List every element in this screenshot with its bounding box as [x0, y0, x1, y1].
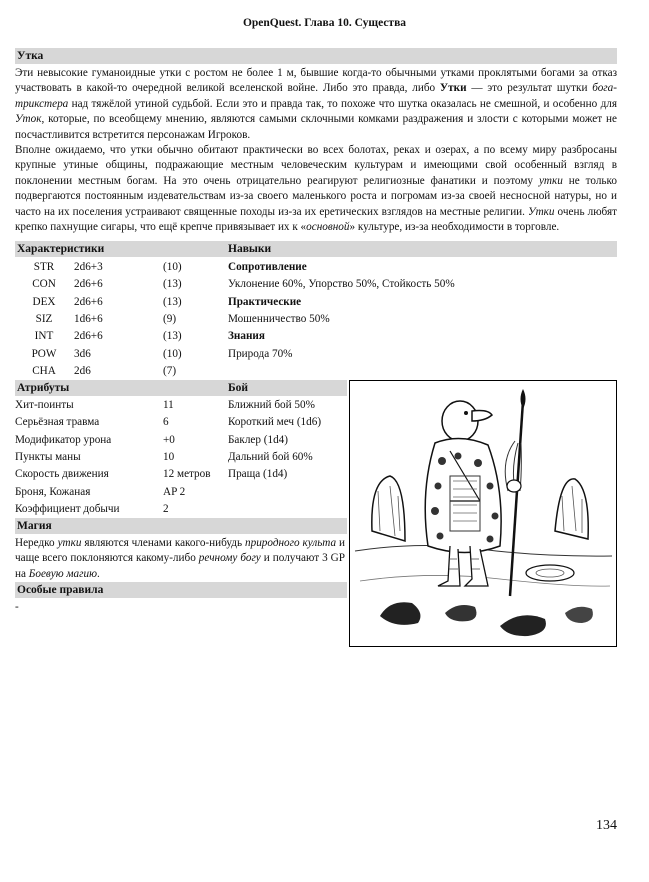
text-run: Утки — [439, 82, 467, 95]
attribute-name: Пункты маны — [15, 450, 81, 463]
text-run: утки — [57, 537, 82, 549]
characteristic-abbr: SIZ — [35, 312, 53, 325]
magic-header-bar — [15, 518, 347, 534]
text-run: , которые, по всеобщему мнению, являются самыми склочными комками раздражения и злости с которыми может не посчастливится встретится персонажам Игроков. — [15, 113, 617, 141]
creature-title-bar — [15, 48, 617, 64]
combat-entry: Баклер (1d4) — [228, 433, 288, 446]
text-run: . — [97, 567, 100, 580]
magic-heading: Магия — [17, 520, 52, 532]
text-run: основной — [306, 221, 350, 234]
skills-heading: Навыки — [228, 243, 272, 255]
text-run: утки — [538, 174, 563, 187]
characteristic-value: (13) — [163, 330, 182, 343]
combat-entry: Короткий меч (1d6) — [228, 416, 322, 429]
text-run: Вполне ожидаемо, что утки обычно обитают практически во всех болотах, реках и озерах, а по всему миру разбросаны крупные утиные общины, подражающие местным человеческим культурам и имеющими свой особенный взгляд в поклонении местным богам. На это очень отрицательно реагируют религиозные фанатики и поэтому — [15, 144, 617, 187]
characteristic-dice: 2d6+6 — [74, 330, 103, 343]
combat-entry: Дальний бой 60% — [228, 450, 313, 463]
attributes-heading: Атрибуты — [17, 382, 70, 394]
attribute-name: Серьёзная травма — [15, 416, 100, 429]
attributes-header-bar — [15, 380, 347, 396]
attribute-value: 12 метров — [163, 468, 211, 481]
combat-entry: Праща (1d4) — [228, 468, 288, 481]
text-run: Утки — [528, 205, 555, 218]
attribute-value: +0 — [163, 433, 175, 446]
characteristic-value: (13) — [163, 295, 182, 308]
description-paragraph-2 — [15, 143, 617, 235]
text-run: Нередко — [15, 537, 58, 549]
skill-entry: Природа 70% — [228, 347, 293, 360]
text-run: бога-трикстера — [15, 82, 617, 110]
text-run: очень любят крепко пахнущие сигары, что ещё крепче привязывает их к « — [15, 205, 618, 234]
special-rules-text: - — [15, 601, 19, 613]
text-run: Боевую магию — [28, 567, 97, 580]
characteristic-abbr: CON — [32, 278, 56, 291]
characteristics-heading: Характеристики — [17, 243, 105, 255]
combat-entry: Ближний бой 50% — [228, 399, 315, 411]
characteristic-dice: 3d6 — [74, 347, 91, 360]
characteristic-dice: 2d6 — [74, 364, 91, 377]
attribute-name: Модификатор урона — [15, 433, 112, 446]
combat-heading: Бой — [228, 382, 248, 394]
text-run: Уток — [15, 113, 42, 126]
duck-warrior-drawing — [350, 381, 616, 646]
magic-text — [15, 536, 345, 582]
page-number: 134 — [596, 818, 617, 833]
skill-category: Знания — [228, 330, 265, 343]
text-run: Эти невысокие гуманоидные утки с ростом не более 1 м, бывшие когда-то обычными утками проклятыми богами за отказ участвовать в какой-то очередной великой вселенской войне. Либо это правда, либо — [15, 67, 617, 95]
text-run: не только подвергаются постоянным издевательствам из-за своего маленького роста и погромам из-за своей несносной натуры, но и часто на их поселения устраивают священные походы из-за их еретических взглядов на местные религии. — [15, 174, 617, 218]
attribute-value: 2 — [163, 502, 169, 515]
characteristic-dice: 2d6+3 — [74, 261, 103, 273]
skill-category: Сопротивление — [228, 261, 307, 273]
characteristic-abbr: INT — [34, 330, 54, 343]
characteristic-abbr: STR — [33, 261, 55, 273]
characteristic-value: (10) — [163, 347, 182, 360]
characteristic-dice: 2d6+6 — [74, 278, 103, 291]
attribute-name: Броня, Кожаная — [15, 485, 91, 498]
text-run: над тяжёлой утиной судьбой. Если это и правда так, то похоже что шутка оказалась не смешной, и особенно для — [68, 97, 617, 110]
text-run: речному богу — [198, 552, 261, 565]
attribute-value: AP 2 — [163, 485, 186, 498]
characteristic-value: (7) — [163, 364, 177, 377]
characteristic-value: (13) — [163, 278, 182, 291]
skill-entry: Уклонение 60%, Упорство 50%, Стойкость 50% — [228, 278, 455, 291]
attribute-value: 6 — [163, 416, 169, 429]
text-run: и чаще всего поклоняются какому-либо — [15, 537, 345, 565]
skill-category: Практические — [228, 295, 302, 308]
text-run: и получают 3 GP на — [15, 552, 345, 580]
attribute-value: 11 — [163, 399, 174, 411]
special-rules-header-bar — [15, 582, 347, 598]
duck-illustration — [349, 380, 617, 647]
description-paragraph-1 — [15, 66, 617, 143]
text-run: » культуре, из-за необходимости в торговле. — [349, 221, 560, 234]
text-run: природного культа — [245, 537, 337, 549]
characteristic-value: (10) — [163, 261, 182, 273]
skill-entry: Мошенничество 50% — [228, 312, 330, 325]
characteristic-value: (9) — [163, 312, 177, 325]
characteristic-dice: 1d6+6 — [74, 312, 103, 325]
page-header: OpenQuest. Глава 10. Существа — [242, 17, 407, 29]
characteristic-abbr: POW — [31, 347, 57, 360]
text-run: являются членами какого-нибудь — [81, 537, 245, 549]
attribute-value: 10 — [163, 450, 175, 463]
special-rules-heading: Особые правила — [17, 584, 104, 596]
characteristic-abbr: CHA — [32, 364, 56, 377]
creature-name: Утка — [17, 50, 44, 62]
attribute-name: Коэффициент добычи — [15, 502, 120, 515]
text-run: — это результат шутки — [466, 82, 593, 95]
attribute-name: Хит-поинты — [15, 399, 74, 411]
attribute-name: Скорость движения — [15, 468, 109, 481]
characteristic-dice: 2d6+6 — [74, 295, 103, 308]
stats-header-bar — [15, 241, 617, 257]
characteristic-abbr: DEX — [32, 295, 56, 308]
